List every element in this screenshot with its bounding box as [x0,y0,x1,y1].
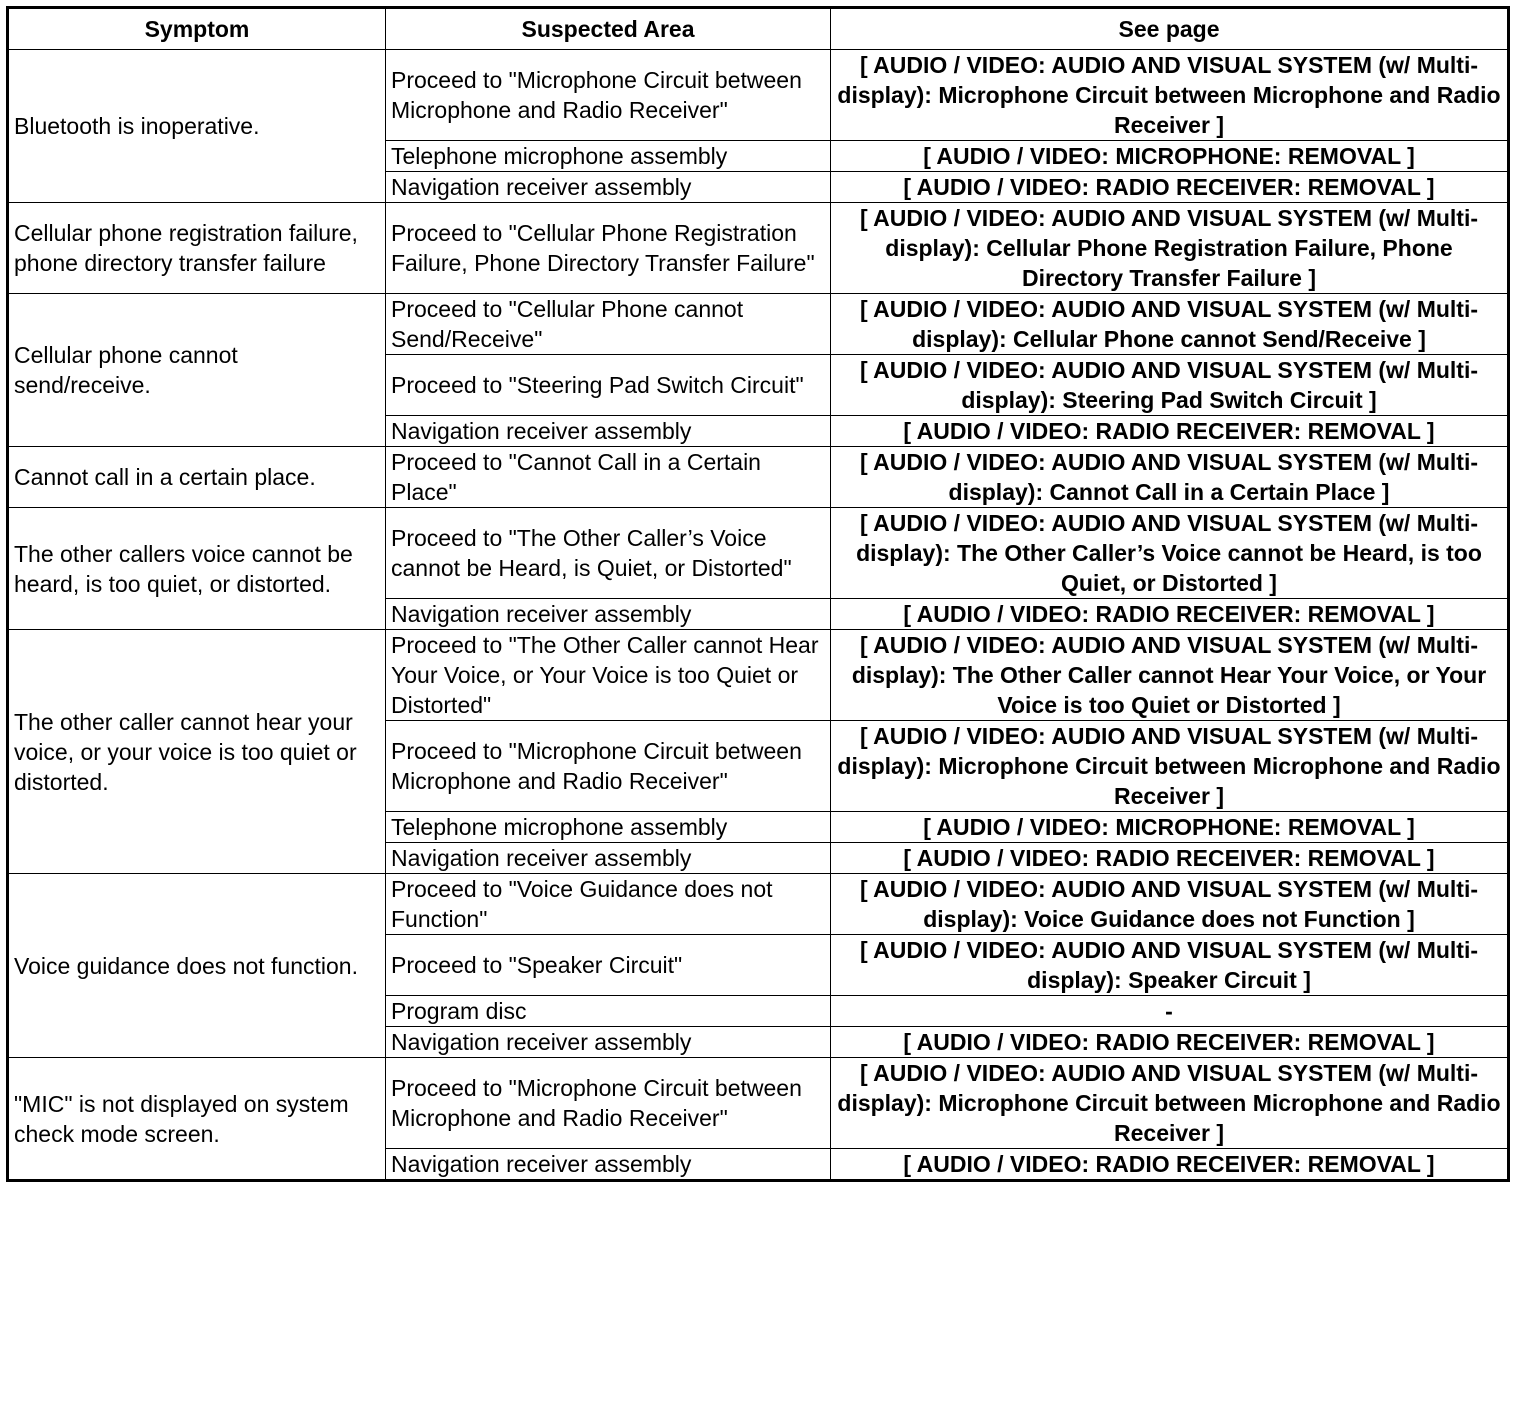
see-page-link[interactable]: [ AUDIO / VIDEO: MICROPHONE: REMOVAL ] [831,141,1509,172]
troubleshooting-table [6,6,1510,1182]
see-page-link[interactable]: [ AUDIO / VIDEO: RADIO RECEIVER: REMOVAL ] [831,843,1509,874]
see-page-link[interactable]: [ AUDIO / VIDEO: AUDIO AND VISUAL SYSTEM (w/ Multi-display): The Other Caller cannot Hear Your Voice, or Your Voice is too Quiet or Distorted ] [831,630,1509,721]
header-see-page: See page [831,8,1509,50]
table-row [8,50,1509,141]
symptom-cell: The other callers voice cannot be heard, is too quiet, or distorted. [8,508,386,630]
see-page-link[interactable]: [ AUDIO / VIDEO: AUDIO AND VISUAL SYSTEM (w/ Multi-display): Cellular Phone cannot Send/Receive ] [831,294,1509,355]
see-page-link[interactable]: [ AUDIO / VIDEO: MICROPHONE: REMOVAL ] [831,812,1509,843]
see-page-link[interactable]: [ AUDIO / VIDEO: AUDIO AND VISUAL SYSTEM (w/ Multi-display): The Other Caller’s Voice cannot be Heard, is too Quiet, or Distorted ] [831,508,1509,599]
suspected-area-cell: Navigation receiver assembly [386,1027,831,1058]
table-row [8,874,1509,935]
table-row [8,447,1509,508]
suspected-area-cell: Proceed to "Voice Guidance does not Function" [386,874,831,935]
suspected-area-cell: Navigation receiver assembly [386,172,831,203]
see-page-link[interactable]: [ AUDIO / VIDEO: AUDIO AND VISUAL SYSTEM (w/ Multi-display): Speaker Circuit ] [831,935,1509,996]
suspected-area-cell: Proceed to "Microphone Circuit between Microphone and Radio Receiver" [386,50,831,141]
see-page-link[interactable]: [ AUDIO / VIDEO: AUDIO AND VISUAL SYSTEM (w/ Multi-display): Cannot Call in a Certain Place ] [831,447,1509,508]
see-page-link[interactable]: [ AUDIO / VIDEO: RADIO RECEIVER: REMOVAL ] [831,1027,1509,1058]
see-page-link[interactable]: [ AUDIO / VIDEO: RADIO RECEIVER: REMOVAL ] [831,599,1509,630]
suspected-area-cell: Navigation receiver assembly [386,599,831,630]
table-row [8,294,1509,355]
suspected-area-cell: Navigation receiver assembly [386,843,831,874]
table-row [8,630,1509,721]
see-page-link[interactable]: [ AUDIO / VIDEO: AUDIO AND VISUAL SYSTEM (w/ Multi-display): Microphone Circuit between Microphone and Radio Receiver ] [831,50,1509,141]
table-row [8,508,1509,599]
suspected-area-cell: Proceed to "Steering Pad Switch Circuit" [386,355,831,416]
see-page-link[interactable]: [ AUDIO / VIDEO: RADIO RECEIVER: REMOVAL ] [831,416,1509,447]
table-row [8,1058,1509,1149]
suspected-area-cell: Proceed to "Microphone Circuit between Microphone and Radio Receiver" [386,1058,831,1149]
suspected-area-cell: Navigation receiver assembly [386,416,831,447]
symptom-cell: Bluetooth is inoperative. [8,50,386,203]
suspected-area-cell: Proceed to "Cellular Phone Registration Failure, Phone Directory Transfer Failure" [386,203,831,294]
suspected-area-cell: Telephone microphone assembly [386,141,831,172]
suspected-area-cell: Proceed to "Speaker Circuit" [386,935,831,996]
see-page-link[interactable]: [ AUDIO / VIDEO: AUDIO AND VISUAL SYSTEM (w/ Multi-display): Steering Pad Switch Circuit ] [831,355,1509,416]
see-page-link[interactable]: [ AUDIO / VIDEO: AUDIO AND VISUAL SYSTEM (w/ Multi-display): Microphone Circuit between Microphone and Radio Receiver ] [831,721,1509,812]
symptom-cell: Cellular phone cannot send/receive. [8,294,386,447]
header-symptom: Symptom [8,8,386,50]
header-suspected-area: Suspected Area [386,8,831,50]
suspected-area-cell: Proceed to "The Other Caller cannot Hear Your Voice, or Your Voice is too Quiet or Distorted" [386,630,831,721]
table-row [8,203,1509,294]
symptom-cell: Cannot call in a certain place. [8,447,386,508]
suspected-area-cell: Program disc [386,996,831,1027]
see-page-link[interactable]: [ AUDIO / VIDEO: AUDIO AND VISUAL SYSTEM (w/ Multi-display): Microphone Circuit between Microphone and Radio Receiver ] [831,1058,1509,1149]
symptom-cell: Cellular phone registration failure, phone directory transfer failure [8,203,386,294]
symptom-cell: The other caller cannot hear your voice, or your voice is too quiet or distorted. [8,630,386,874]
see-page-link[interactable]: - [831,996,1509,1027]
suspected-area-cell: Telephone microphone assembly [386,812,831,843]
see-page-link[interactable]: [ AUDIO / VIDEO: RADIO RECEIVER: REMOVAL ] [831,1149,1509,1181]
see-page-link[interactable]: [ AUDIO / VIDEO: AUDIO AND VISUAL SYSTEM (w/ Multi-display): Cellular Phone Registration Failure, Phone Directory Transfer Failure ] [831,203,1509,294]
suspected-area-cell: Navigation receiver assembly [386,1149,831,1181]
see-page-link[interactable]: [ AUDIO / VIDEO: RADIO RECEIVER: REMOVAL ] [831,172,1509,203]
suspected-area-cell: Proceed to "The Other Caller’s Voice cannot be Heard, is Quiet, or Distorted" [386,508,831,599]
see-page-link[interactable]: [ AUDIO / VIDEO: AUDIO AND VISUAL SYSTEM (w/ Multi-display): Voice Guidance does not Function ] [831,874,1509,935]
symptom-cell: "MIC" is not displayed on system check mode screen. [8,1058,386,1181]
suspected-area-cell: Proceed to "Cellular Phone cannot Send/Receive" [386,294,831,355]
suspected-area-cell: Proceed to "Microphone Circuit between Microphone and Radio Receiver" [386,721,831,812]
header-row [8,8,1509,50]
suspected-area-cell: Proceed to "Cannot Call in a Certain Place" [386,447,831,508]
symptom-cell: Voice guidance does not function. [8,874,386,1058]
